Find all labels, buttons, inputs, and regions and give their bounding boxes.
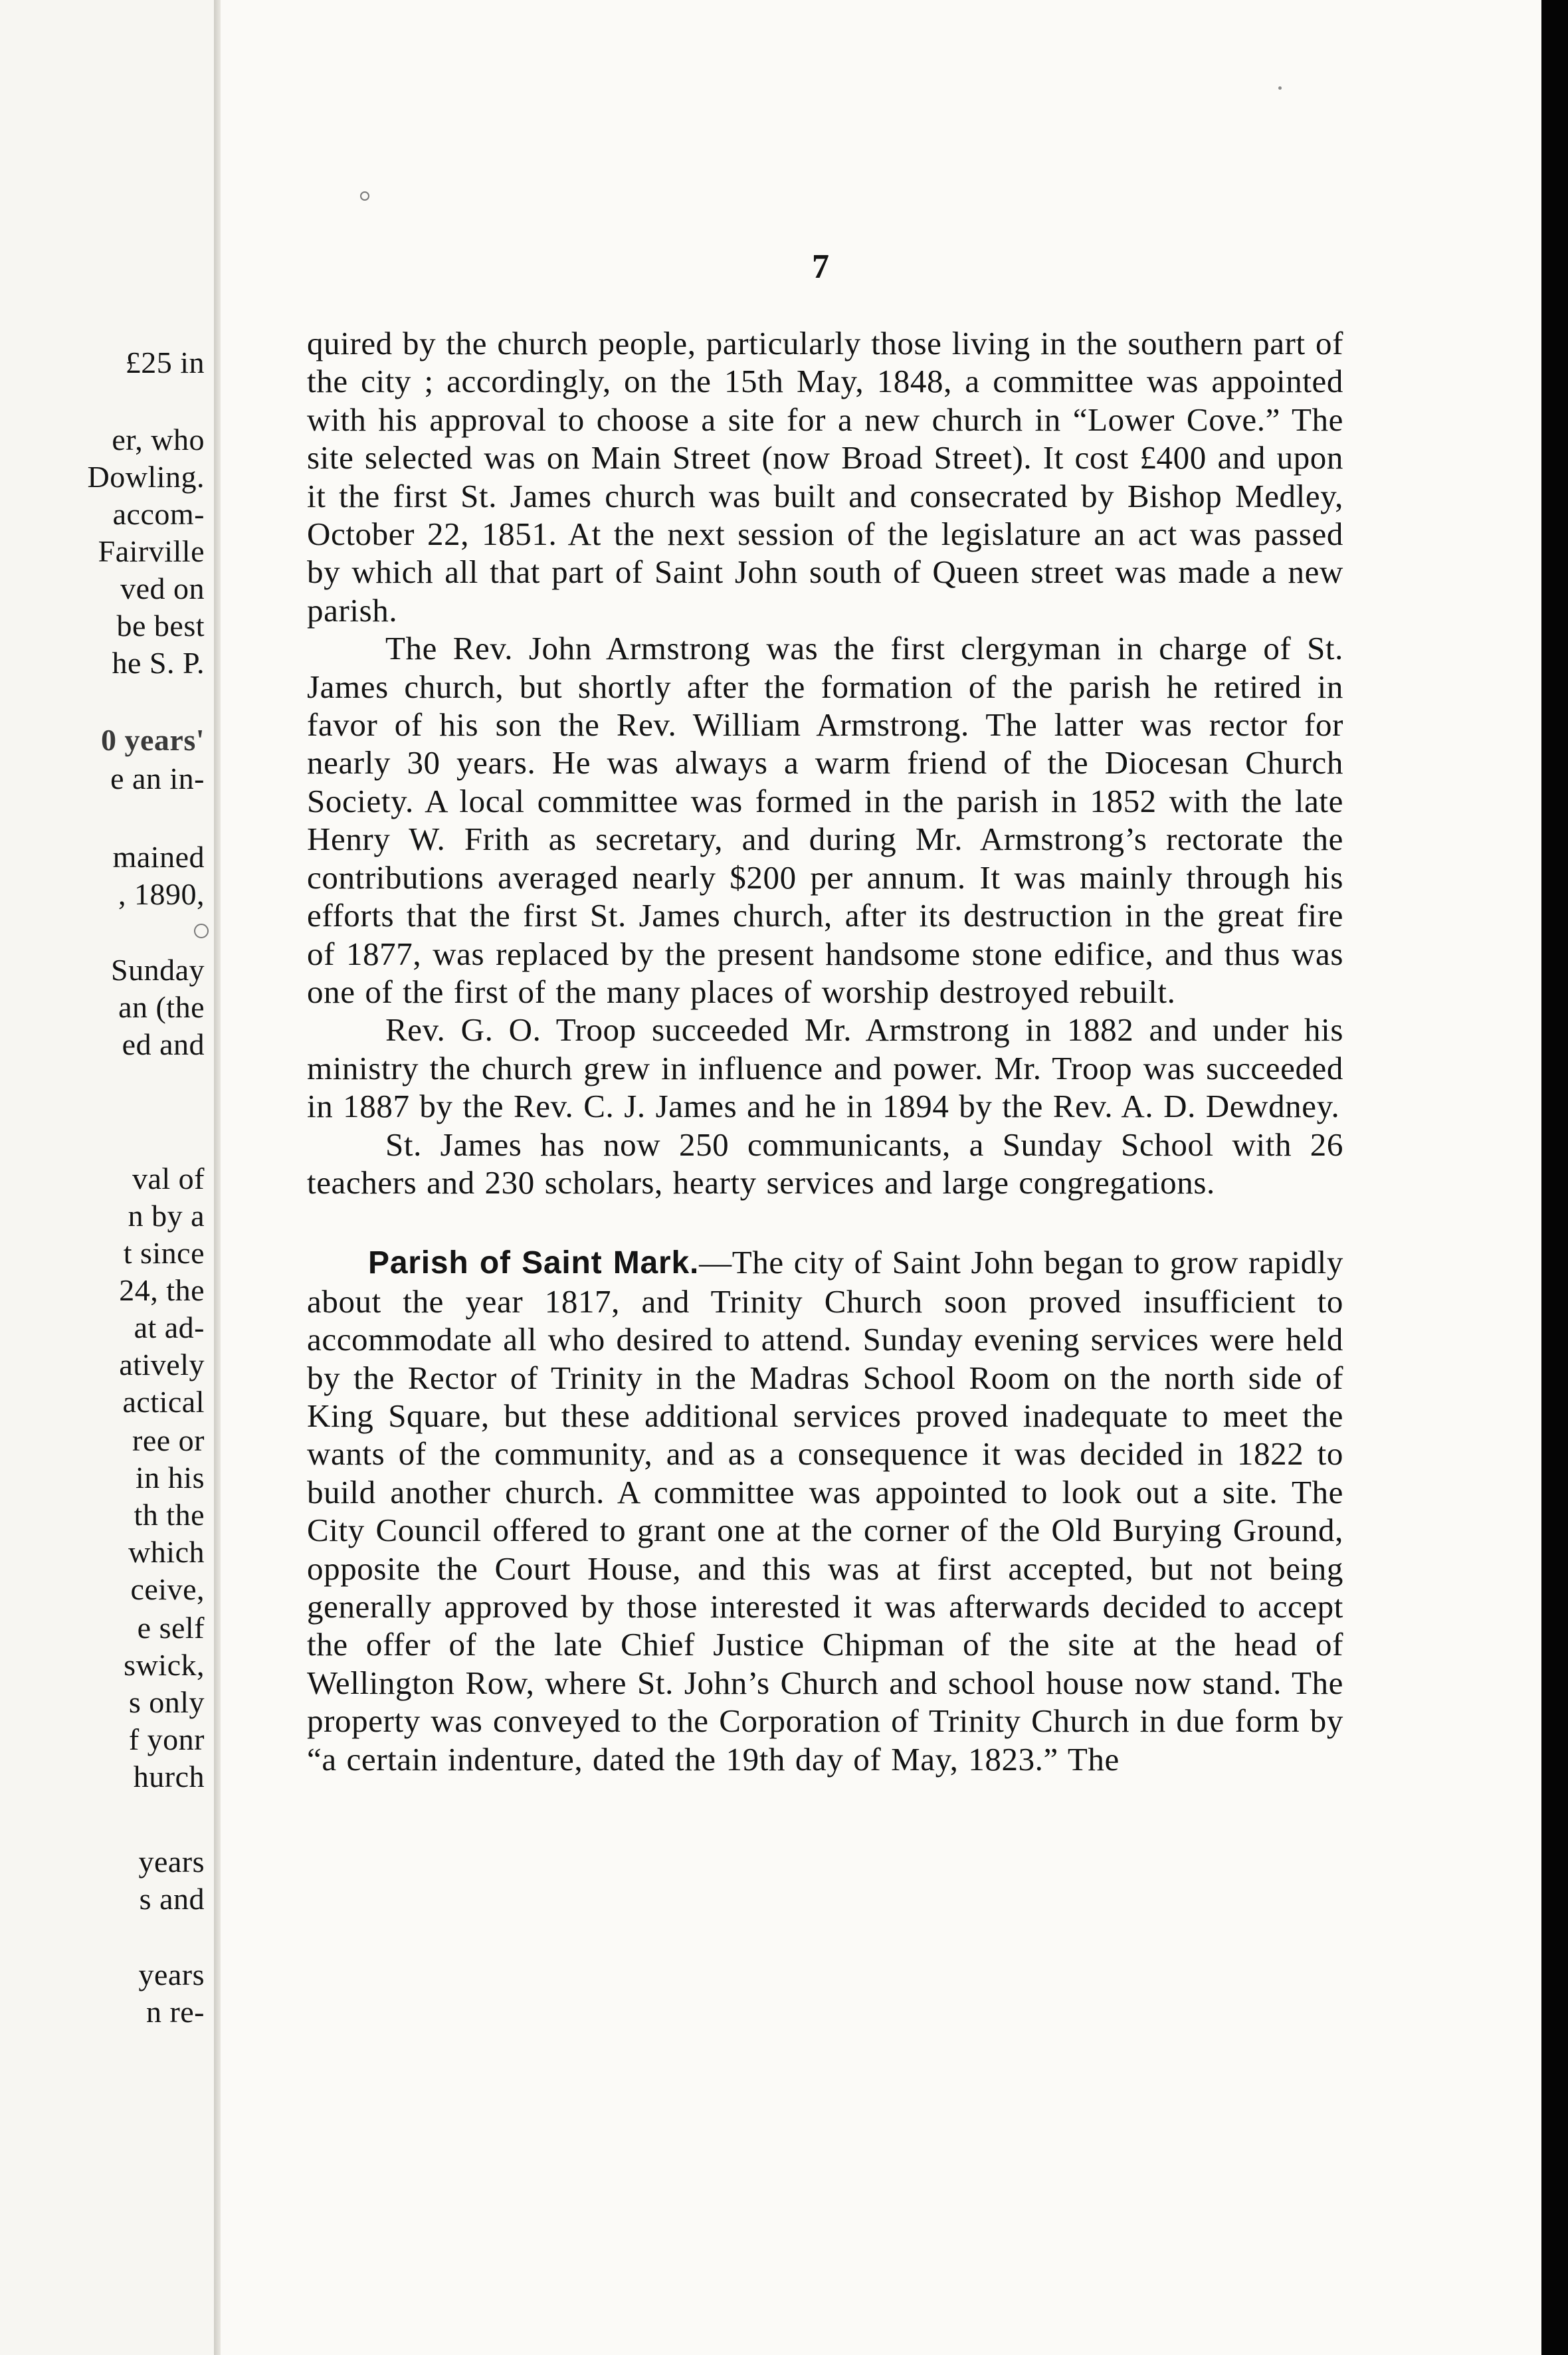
facing-line: at ad- bbox=[134, 1310, 205, 1344]
facing-line: accom- bbox=[112, 497, 205, 531]
facing-line: hurch bbox=[133, 1760, 205, 1793]
paragraph-armstrong: The Rev. John Armstrong was the first clergyman in charge of St. James church, but shortly after the formation of the parish he retired in favor of his son the Rev. William Armstrong. The latter was rector for nearly 30 years. He was always a warm friend of the Diocesan Church Society. A local committee was formed in the parish in 1852 with the late Henry W. Frith as secretary, and during Mr. Armstrong’s rectorate the contributions averaged nearly $200 per annum. It was mainly through his efforts that the first St. James church, after its destruction in the great fire of 1877, was replaced by the present handsome stone edifice, and thus was one of the first of the many places of worship destroyed rebuilt. bbox=[307, 630, 1343, 1010]
facing-line: atively bbox=[119, 1348, 205, 1382]
page-gutter bbox=[214, 0, 221, 2355]
scan-speck bbox=[360, 191, 369, 201]
facing-line: th the bbox=[134, 1498, 205, 1532]
facing-line: swick, bbox=[124, 1648, 205, 1682]
facing-line: e self bbox=[137, 1611, 205, 1645]
paragraph-st-james-origin: quired by the church people, particularly those living in the southern part of the city ; accordingly, on the 15th May, 1848, a committee was appointed with his approval to choose a site for a new church in “Lower Cove.” The site selected was on Main Street (now Broad Street). It cost £400 and upon it the first St. James church was built and consecrated by Bishop Medley, October 22, 1851. At the next session of the legislature an act was passed by which all that part of Saint John south of Queen street was made a new parish. bbox=[307, 325, 1343, 629]
facing-line: years bbox=[138, 1958, 205, 1992]
facing-line: er, who bbox=[112, 423, 205, 457]
scan-speck bbox=[194, 924, 209, 938]
body-text bbox=[307, 324, 1343, 1778]
facing-line: £25 in bbox=[125, 346, 205, 379]
facing-line: ceive, bbox=[130, 1572, 205, 1606]
facing-line: actical bbox=[122, 1385, 205, 1419]
facing-line: s and bbox=[139, 1882, 205, 1916]
facing-line: f yonr bbox=[128, 1722, 205, 1756]
paragraph-saint-mark-text: —The city of Saint John began to grow rapidly about the year 1817, and Trinity Church soon proved insufficient to accommodate all who desired to attend. Sunday evening services were held by the Rector of Trinity in the Madras School Room on the north side of King Square, but these additional services proved inadequate to meet the wants of the community, and as a consequence it was decided in 1822 to build another church. A committee was appointed to look out a site. The City Council offered to grant one at the corner of the Old Burying Ground, opposite the Court House, and this was at first accepted, but not being generally approved by those interested it was afterwards decided to accept the offer of the late Chief Justice Chipman of the site at the head of Wellington Row, where St. John’s Church and school house now stand. The property was conveyed to the Corporation of Trinity Church in due form by “a certain indenture, dated the 19th day of May, 1823.” The bbox=[307, 1244, 1343, 1778]
facing-page-fragment bbox=[0, 0, 214, 2355]
facing-line: n re- bbox=[146, 1995, 205, 2029]
facing-line: ed and bbox=[122, 1027, 205, 1061]
facing-line: Dowling. bbox=[87, 460, 205, 494]
paragraph-st-james-stats: St. James has now 250 communicants, a Sunday School with 26 teachers and 230 scholars, hearty services and large congregations. bbox=[307, 1126, 1343, 1201]
facing-line: e an in- bbox=[110, 762, 205, 795]
facing-line: 0 years' bbox=[100, 723, 205, 757]
facing-line: ved on bbox=[120, 571, 205, 605]
facing-line: an (the bbox=[118, 990, 205, 1024]
facing-line: he S. P. bbox=[112, 646, 205, 680]
facing-line: which bbox=[128, 1535, 205, 1569]
facing-line: Fairville bbox=[98, 534, 205, 568]
facing-line: Sunday bbox=[111, 953, 205, 987]
facing-line: , 1890, bbox=[118, 877, 205, 911]
facing-line: mained bbox=[112, 840, 205, 874]
facing-line: t since bbox=[123, 1236, 205, 1270]
facing-line: be best bbox=[116, 609, 205, 643]
facing-line: s only bbox=[128, 1685, 205, 1719]
paragraph-saint-mark bbox=[307, 1243, 1343, 1778]
paragraph-troop: Rev. G. O. Troop succeeded Mr. Armstrong in 1882 and under his ministry the church grew in influence and power. Mr. Troop was succeeded in 1887 by the Rev. C. J. James and he in 1894 by the Rev. A. D. Dewdney. bbox=[307, 1011, 1343, 1125]
scan-speck bbox=[1278, 86, 1282, 90]
facing-line: years bbox=[138, 1845, 205, 1879]
facing-line: n by a bbox=[128, 1199, 205, 1233]
page-number: 7 bbox=[812, 248, 829, 286]
section-heading-saint-mark: Parish of Saint Mark. bbox=[368, 1245, 700, 1281]
facing-line: in his bbox=[136, 1461, 205, 1494]
facing-line: ree or bbox=[132, 1423, 205, 1457]
scan-border bbox=[1541, 0, 1568, 2355]
facing-line: val of bbox=[132, 1162, 205, 1195]
facing-line: 24, the bbox=[119, 1273, 205, 1307]
